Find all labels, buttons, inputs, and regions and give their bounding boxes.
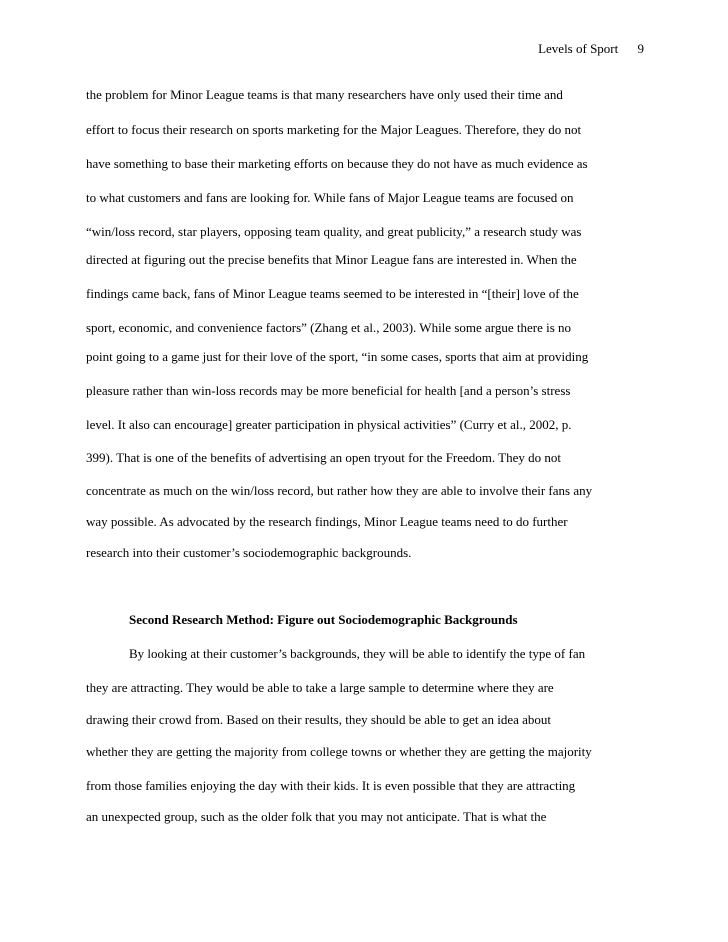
body-line: an unexpected group, such as the older folk that you may not anticipate. That is what the xyxy=(86,809,547,824)
page-number: 9 xyxy=(637,41,644,56)
body-line: findings came back, fans of Minor League teams seemed to be interested in “[their] love of the xyxy=(86,286,579,301)
body-line: “win/loss record, star players, opposing team quality, and great publicity,” a research study was xyxy=(86,224,582,239)
body-line: to what customers and fans are looking for. While fans of Major League teams are focused on xyxy=(86,190,574,205)
body-line: from those families enjoying the day with their kids. It is even possible that they are attracting xyxy=(86,778,576,793)
body-line: whether they are getting the majority from college towns or whether they are getting the majority xyxy=(86,744,592,759)
body-line: concentrate as much on the win/loss record, but rather how they are able to involve their fans any xyxy=(86,483,593,498)
body-line: directed at figuring out the precise benefits that Minor League fans are interested in. When the xyxy=(86,252,577,267)
body-line: drawing their crowd from. Based on their results, they should be able to get an idea about xyxy=(86,712,551,727)
section-heading: Second Research Method: Figure out Sociodemographic Backgrounds xyxy=(129,612,518,627)
body-line: 399). That is one of the benefits of advertising an open tryout for the Freedom. They do not xyxy=(86,450,561,465)
running-head xyxy=(538,40,644,58)
running-head-title: Levels of Sport xyxy=(538,41,619,56)
body-line: level. It also can encourage] greater participation in physical activities” (Curry et al., 2002, p. xyxy=(86,417,572,432)
body-line: way possible. As advocated by the research findings, Minor League teams need to do further xyxy=(86,514,568,529)
body-line: point going to a game just for their love of the sport, “in some cases, sports that aim at providing xyxy=(86,349,589,364)
body-line: have something to base their marketing efforts on because they do not have as much evidence as xyxy=(86,156,588,171)
body-line: By looking at their customer’s backgrounds, they will be able to identify the type of fan xyxy=(129,646,586,661)
body-line: they are attracting. They would be able to take a large sample to determine where they are xyxy=(86,680,554,695)
body-line: pleasure rather than win-loss records may be more beneficial for health [and a person’s stress xyxy=(86,383,571,398)
body-line: sport, economic, and convenience factors” (Zhang et al., 2003). While some argue there is no xyxy=(86,320,572,335)
body-line: the problem for Minor League teams is that many researchers have only used their time and xyxy=(86,87,563,102)
body-line: effort to focus their research on sports marketing for the Major Leagues. Therefore, they do not xyxy=(86,122,582,137)
body-line: research into their customer’s sociodemographic backgrounds. xyxy=(86,545,412,560)
